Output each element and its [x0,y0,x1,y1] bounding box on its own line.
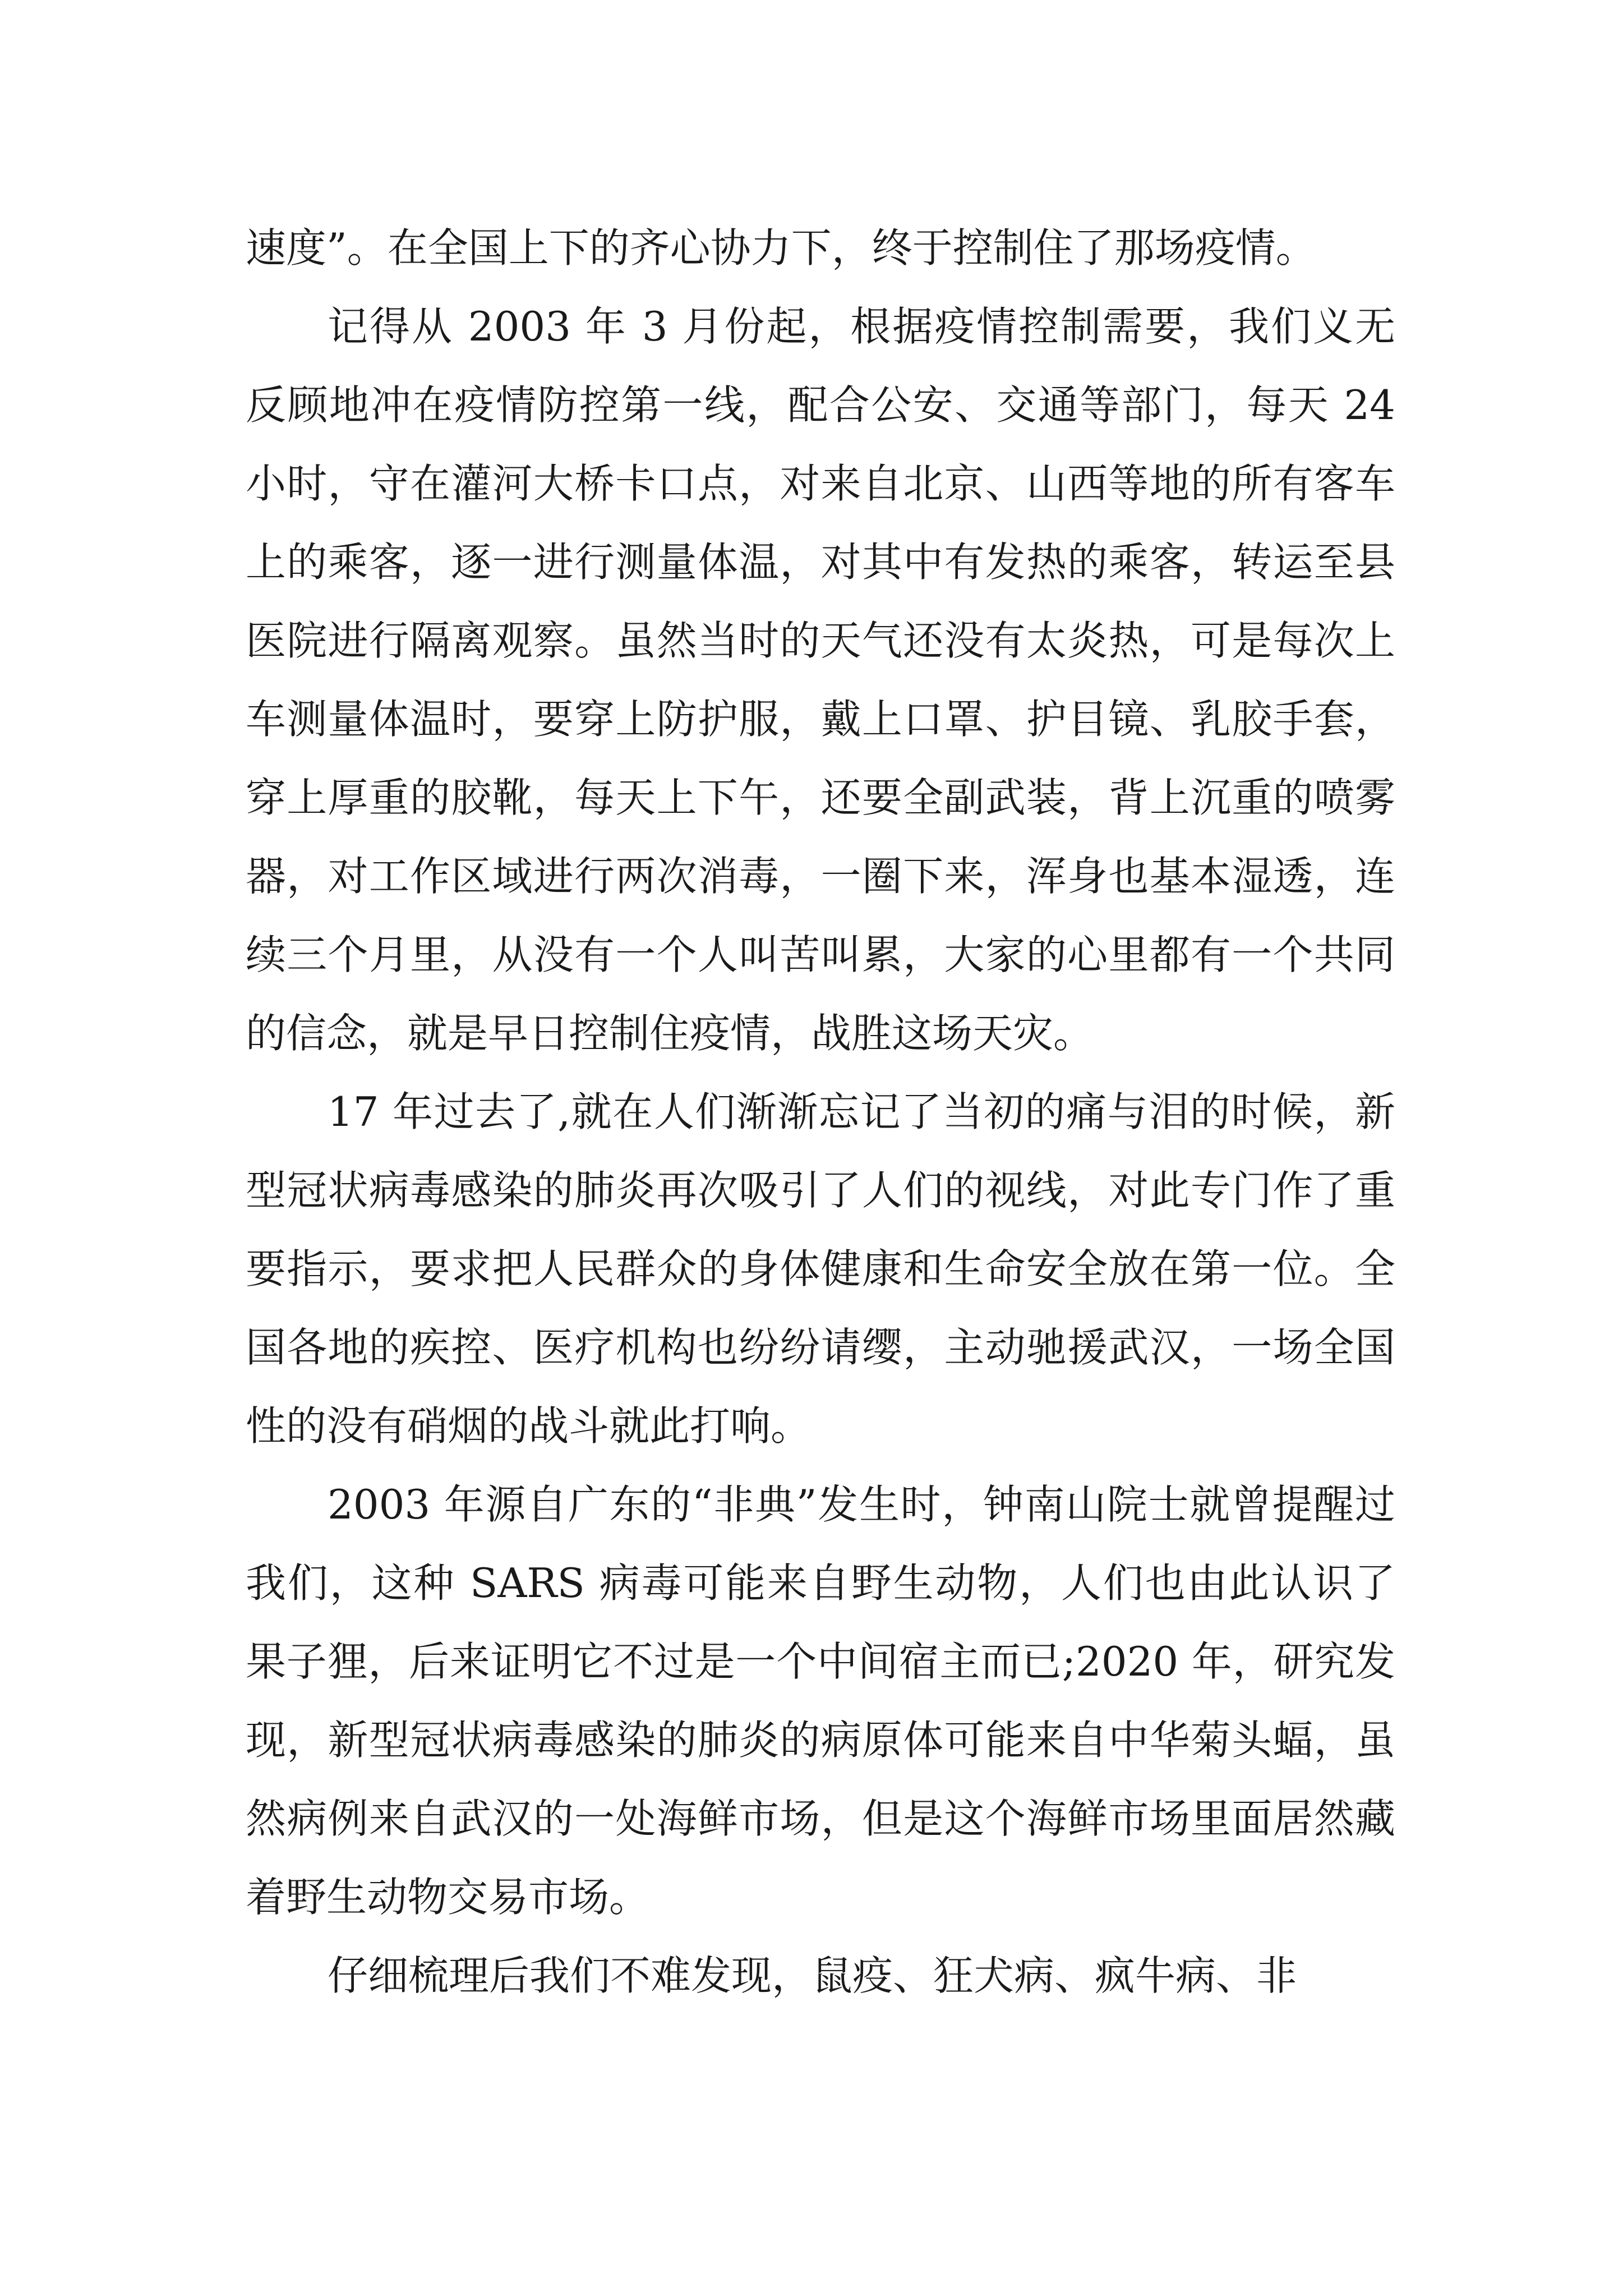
paragraph: 记得从 2003 年 3 月份起，根据疫情控制需要，我们义无反顾地冲在疫情防控第一线，配合公安、交通等部门，每天 24 小时，守在灌河大桥卡口点，对来自北京、山西等地的所有客车上的乘客，逐一进行测量体温，对其中有发热的乘客，转运至县医院进行隔离观察。虽然当时的天气还没有太炎热，可是每次上车测量体温时，要穿上防护服，戴上口罩、护目镜、乳胶手套，穿上厚重的胶靴，每天上下午，还要全副武装，背上沉重的喷雾器，对工作区域进行两次消毒，一圈下来，浑身也基本湿透，连续三个月里，从没有一个人叫苦叫累，大家的心里都有一个共同的信念，就是早日控制住疫情，战胜这场天灾。 [246,303,1395,1057]
body-text [246,209,1395,2015]
paragraph-continued: 速度”。在全国上下的齐心协力下，终于控制住了那场疫情。 [246,224,1316,272]
paragraph: 2003 年源自广东的“非典”发生时，钟南山院士就曾提醒过我们，这种 SARS 病毒可能来自野生动物，人们也由此认识了果子狸，后来证明它不过是一个中间宿主而已;2020 年，研究发现，新型冠状病毒感染的肺炎的病原体可能来自中华菊头蝠，虽然病例来自武汉的一处海鲜市场，但是这个海鲜市场里面居然藏着野生动物交易市场。 [246,1481,1395,1921]
paragraph: 17 年过去了,就在人们渐渐忘记了当初的痛与泪的时候，新型冠状病毒感染的肺炎再次吸引了人们的视线，对此专门作了重要指示，要求把人民群众的身体健康和生命安全放在第一位。全国各地的疾控、医疗机构也纷纷请缨，主动驰援武汉，一场全国性的没有硝烟的战斗就此打响。 [246,1088,1395,1450]
paragraph: 仔细梳理后我们不难发现，鼠疫、狂犬病、疯牛病、非 [328,1952,1297,1999]
